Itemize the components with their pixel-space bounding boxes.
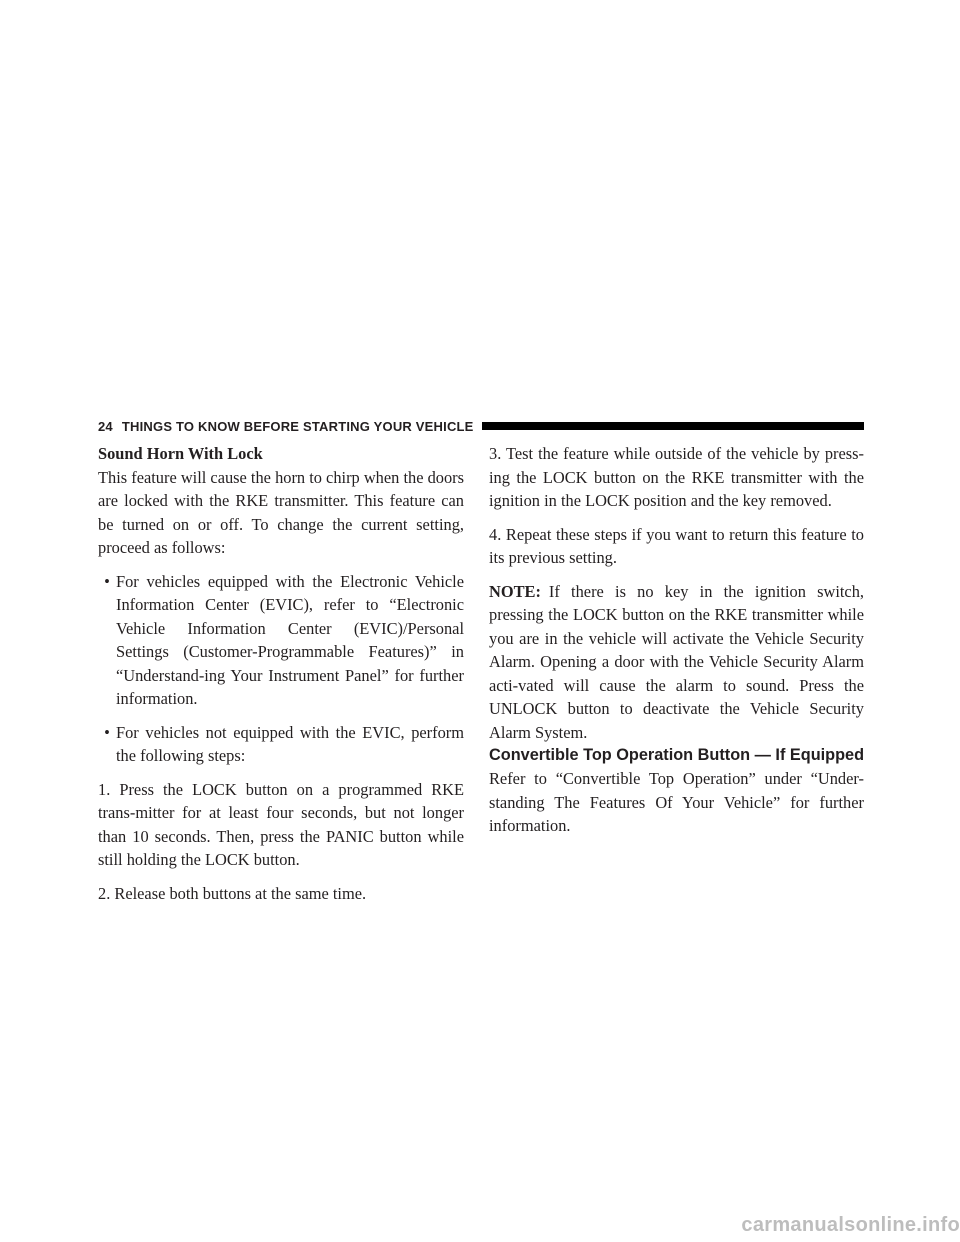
note-text: If there is no key in the ignition switch, pressing the LOCK button on the RKE transmitter while you are in the vehicle will activate the Vehicle Security Alarm. Opening a door with the Vehicle Security Alarm acti-vated will cause the alarm to sound. Press the UNLOCK button to deactivate the Vehicle Security Alarm System. [489,581,864,742]
section-heading-convertible-top: Convertible Top Operation Button — If Equipped [489,746,865,764]
bullet-text: For vehicles not equipped with the EVIC, perform the following steps: [116,722,464,765]
bullet-text: For vehicles equipped with the Electronic Vehicle Information Center (EVIC), refer to “Electronic Vehicle Information Center (EVIC)/Personal Settings (Customer-Programmable Features)” in “Understand-ing Your Instrument Panel” for further information. [116,571,464,708]
bullet-item [98,570,464,711]
page-number: 24 [98,418,113,434]
note-paragraph [489,580,864,745]
step-1: 1. Press the LOCK button on a programmed RKE trans-mitter for at least four seconds, but not longer than 10 seconds. Then, press the PANIC button while still holding the LOCK button. [98,779,464,869]
watermark: carmanualsonline.info [741,1214,960,1236]
step-3: 3. Test the feature while outside of the vehicle by press-ing the LOCK button on the RKE transmitter with the ignition in the LOCK position and the key removed. [489,444,864,510]
section-heading-sound-horn: Sound Horn With Lock [98,444,263,463]
step-2: 2. Release both buttons at the same time. [98,883,367,903]
note-label: NOTE: [489,581,541,601]
convertible-paragraph: Refer to “Convertible Top Operation” under “Under-standing The Features Of Your Vehicle” for further information. [489,769,864,835]
bullet-icon: • [104,571,110,591]
left-column [98,442,464,905]
right-column [489,442,864,838]
bullet-item [98,721,464,768]
page-header [98,417,864,435]
header-rule [482,422,864,430]
chapter-title: THINGS TO KNOW BEFORE STARTING YOUR VEHICLE [121,418,474,434]
bullet-icon: • [104,722,110,742]
step-4: 4. Repeat these steps if you want to return this feature to its previous setting. [489,524,864,567]
intro-paragraph: This feature will cause the horn to chirp when the doors are locked with the RKE transmitter. This feature can be turned on or off. To change the current setting, proceed as follows: [98,467,464,557]
